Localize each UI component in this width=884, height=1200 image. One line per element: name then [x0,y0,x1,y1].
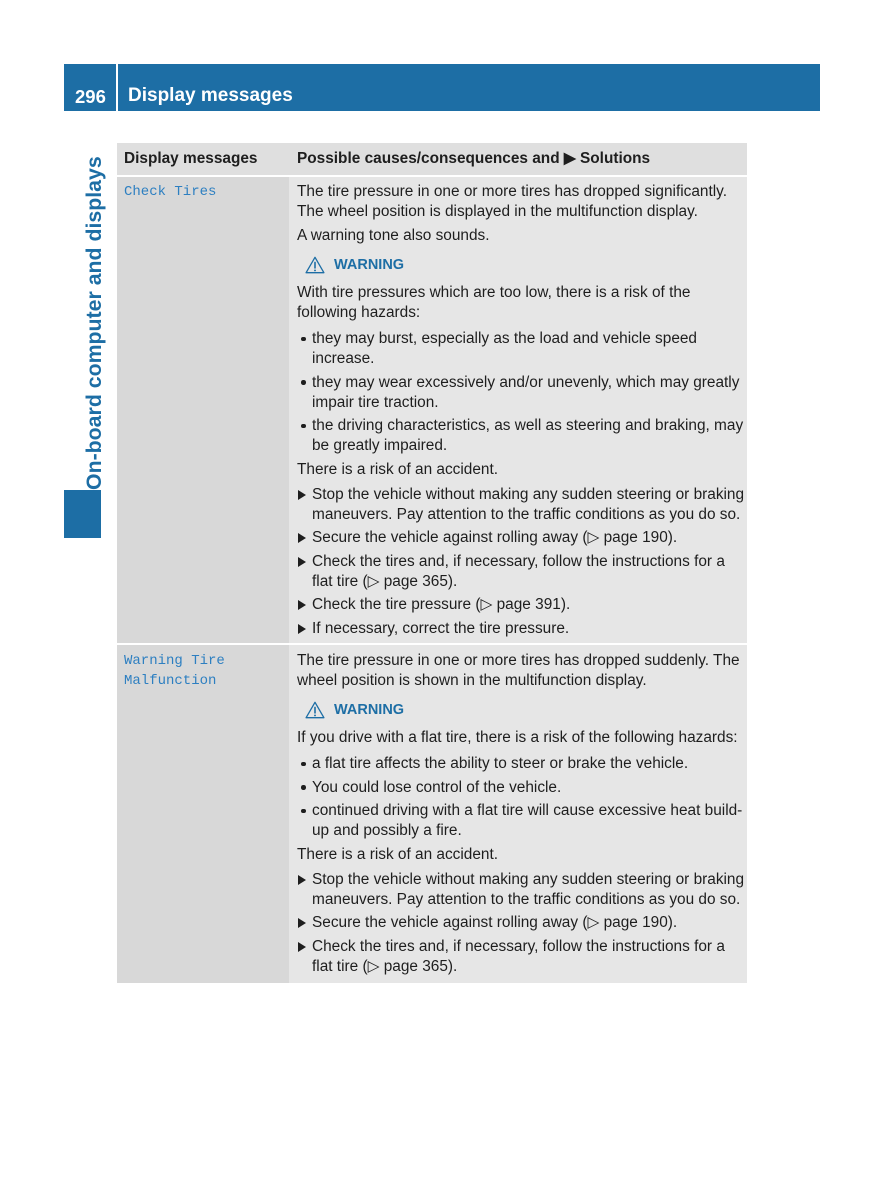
action-step [297,619,747,639]
warning-triangle-icon [305,701,325,719]
text-line: With tire pressures which are too low, there is a risk of the [297,284,691,301]
causes-solutions-cell [289,177,747,643]
action-step [297,528,747,548]
table-body [117,175,747,983]
text-line: Check the tire pressure (▷ page 391). [312,596,571,613]
chapter-side-tab-label: On-board computer and displays [82,156,106,490]
text-line: up and possibly a fire. [312,822,462,839]
arrow-icon [298,490,306,500]
text-line: Stop the vehicle without making any sudden steering or braking [312,485,745,503]
arrow-icon [298,624,306,634]
text-line: If necessary, correct the tire pressure. [312,619,570,637]
text-line: flat tire (▷ page 365). [312,957,458,975]
text-line: If you drive with a flat tire, there is a risk of the following hazards: [297,729,738,746]
section-title: Display messages [128,85,293,106]
text-line: following hazards: [297,304,421,321]
column-header-display-messages: Display messages [124,150,258,167]
arrow-icon [298,942,306,952]
header-divider [116,64,118,111]
action-step [297,870,747,910]
arrow-icon [298,875,306,885]
display-message-cell [117,177,289,643]
paragraph [297,226,747,246]
text-line: continued driving with a flat tire will cause excessive heat build- [312,802,743,819]
arrow-icon [298,918,306,928]
page-number: 296 [75,86,106,107]
arrow-icon [298,557,306,567]
bullet-list-item [297,778,747,798]
table-header-row [117,143,747,175]
text-line: You could lose control of the vehicle. [312,778,562,796]
bullet-list-item [297,329,747,369]
causes-solutions-cell [289,645,747,983]
arrow-icon [298,600,306,610]
action-step [297,595,747,615]
bullet-list-item [297,416,747,456]
bullet-icon [301,762,306,767]
text-line: Check the tires and, if necessary, follow the instructions for a [312,937,725,955]
table-row [117,643,747,983]
paragraph [297,460,747,480]
text-line: Check the tires and, if necessary, follow the instructions for a [312,552,725,570]
paragraph [297,283,747,323]
text-line: There is a risk of an accident. [297,460,499,478]
display-message-text: Warning Tire [124,653,225,669]
text-line: increase. [312,350,375,367]
text-line: There is a risk of an accident. [297,845,499,863]
action-step [297,913,747,933]
text-line: The wheel position is displayed in the multifunction display. [297,203,698,220]
bullet-icon [301,337,306,342]
text-line: impair tire traction. [312,393,439,411]
paragraph [297,728,747,748]
table-row [117,175,747,643]
bullet-icon [301,809,306,814]
bullet-icon [301,785,306,790]
display-message-cell [117,645,289,983]
paragraph [297,845,747,865]
bullet-list-item [297,801,747,841]
action-step [297,552,747,592]
paragraph [297,182,747,222]
text-line: wheel position is shown in the multifunction display. [297,672,647,689]
action-step [297,485,747,525]
text-line: The tire pressure in one or more tires has dropped significantly. [297,183,728,200]
text-line: A warning tone also sounds. [297,227,490,244]
page-header-bar [64,64,820,111]
text-line: be greatly impaired. [312,437,448,454]
text-line: Stop the vehicle without making any sudden steering or braking [312,870,745,888]
text-line: they may burst, especially as the load and vehicle speed [312,330,697,347]
text-line: flat tire (▷ page 365). [312,572,458,590]
text-line: maneuvers. Pay attention to the traffic conditions as you do so. [312,890,741,908]
paragraph [297,651,747,691]
bullet-list-item [297,754,747,774]
bullet-list-item [297,373,747,413]
warning-label: WARNING [334,257,405,273]
display-messages-table [117,143,747,983]
arrow-icon [298,533,306,543]
bullet-icon [301,424,306,429]
bullet-icon [301,380,306,385]
warning-label: WARNING [334,702,405,718]
text-line: a flat tire affects the ability to steer or brake the vehicle. [312,755,689,772]
text-line: maneuvers. Pay attention to the traffic conditions as you do so. [312,505,741,523]
warning-heading [297,700,747,720]
text-line: Secure the vehicle against rolling away (▷ page 190). [312,914,678,931]
warning-heading [297,255,747,275]
warning-triangle-icon [305,256,325,274]
action-step [297,937,747,977]
chapter-side-tab-marker [64,490,101,538]
display-message-text: Check Tires [124,184,217,200]
column-header-causes-solutions: Possible causes/consequences and ▶ Solutions [297,150,651,167]
text-line: The tire pressure in one or more tires has dropped suddenly. The [297,652,740,669]
display-message-text: Malfunction [124,673,217,689]
text-line: they may wear excessively and/or unevenly, which may greatly [312,373,740,391]
text-line: the driving characteristics, as well as steering and braking, may [312,417,744,434]
text-line: Secure the vehicle against rolling away (▷ page 190). [312,529,678,546]
